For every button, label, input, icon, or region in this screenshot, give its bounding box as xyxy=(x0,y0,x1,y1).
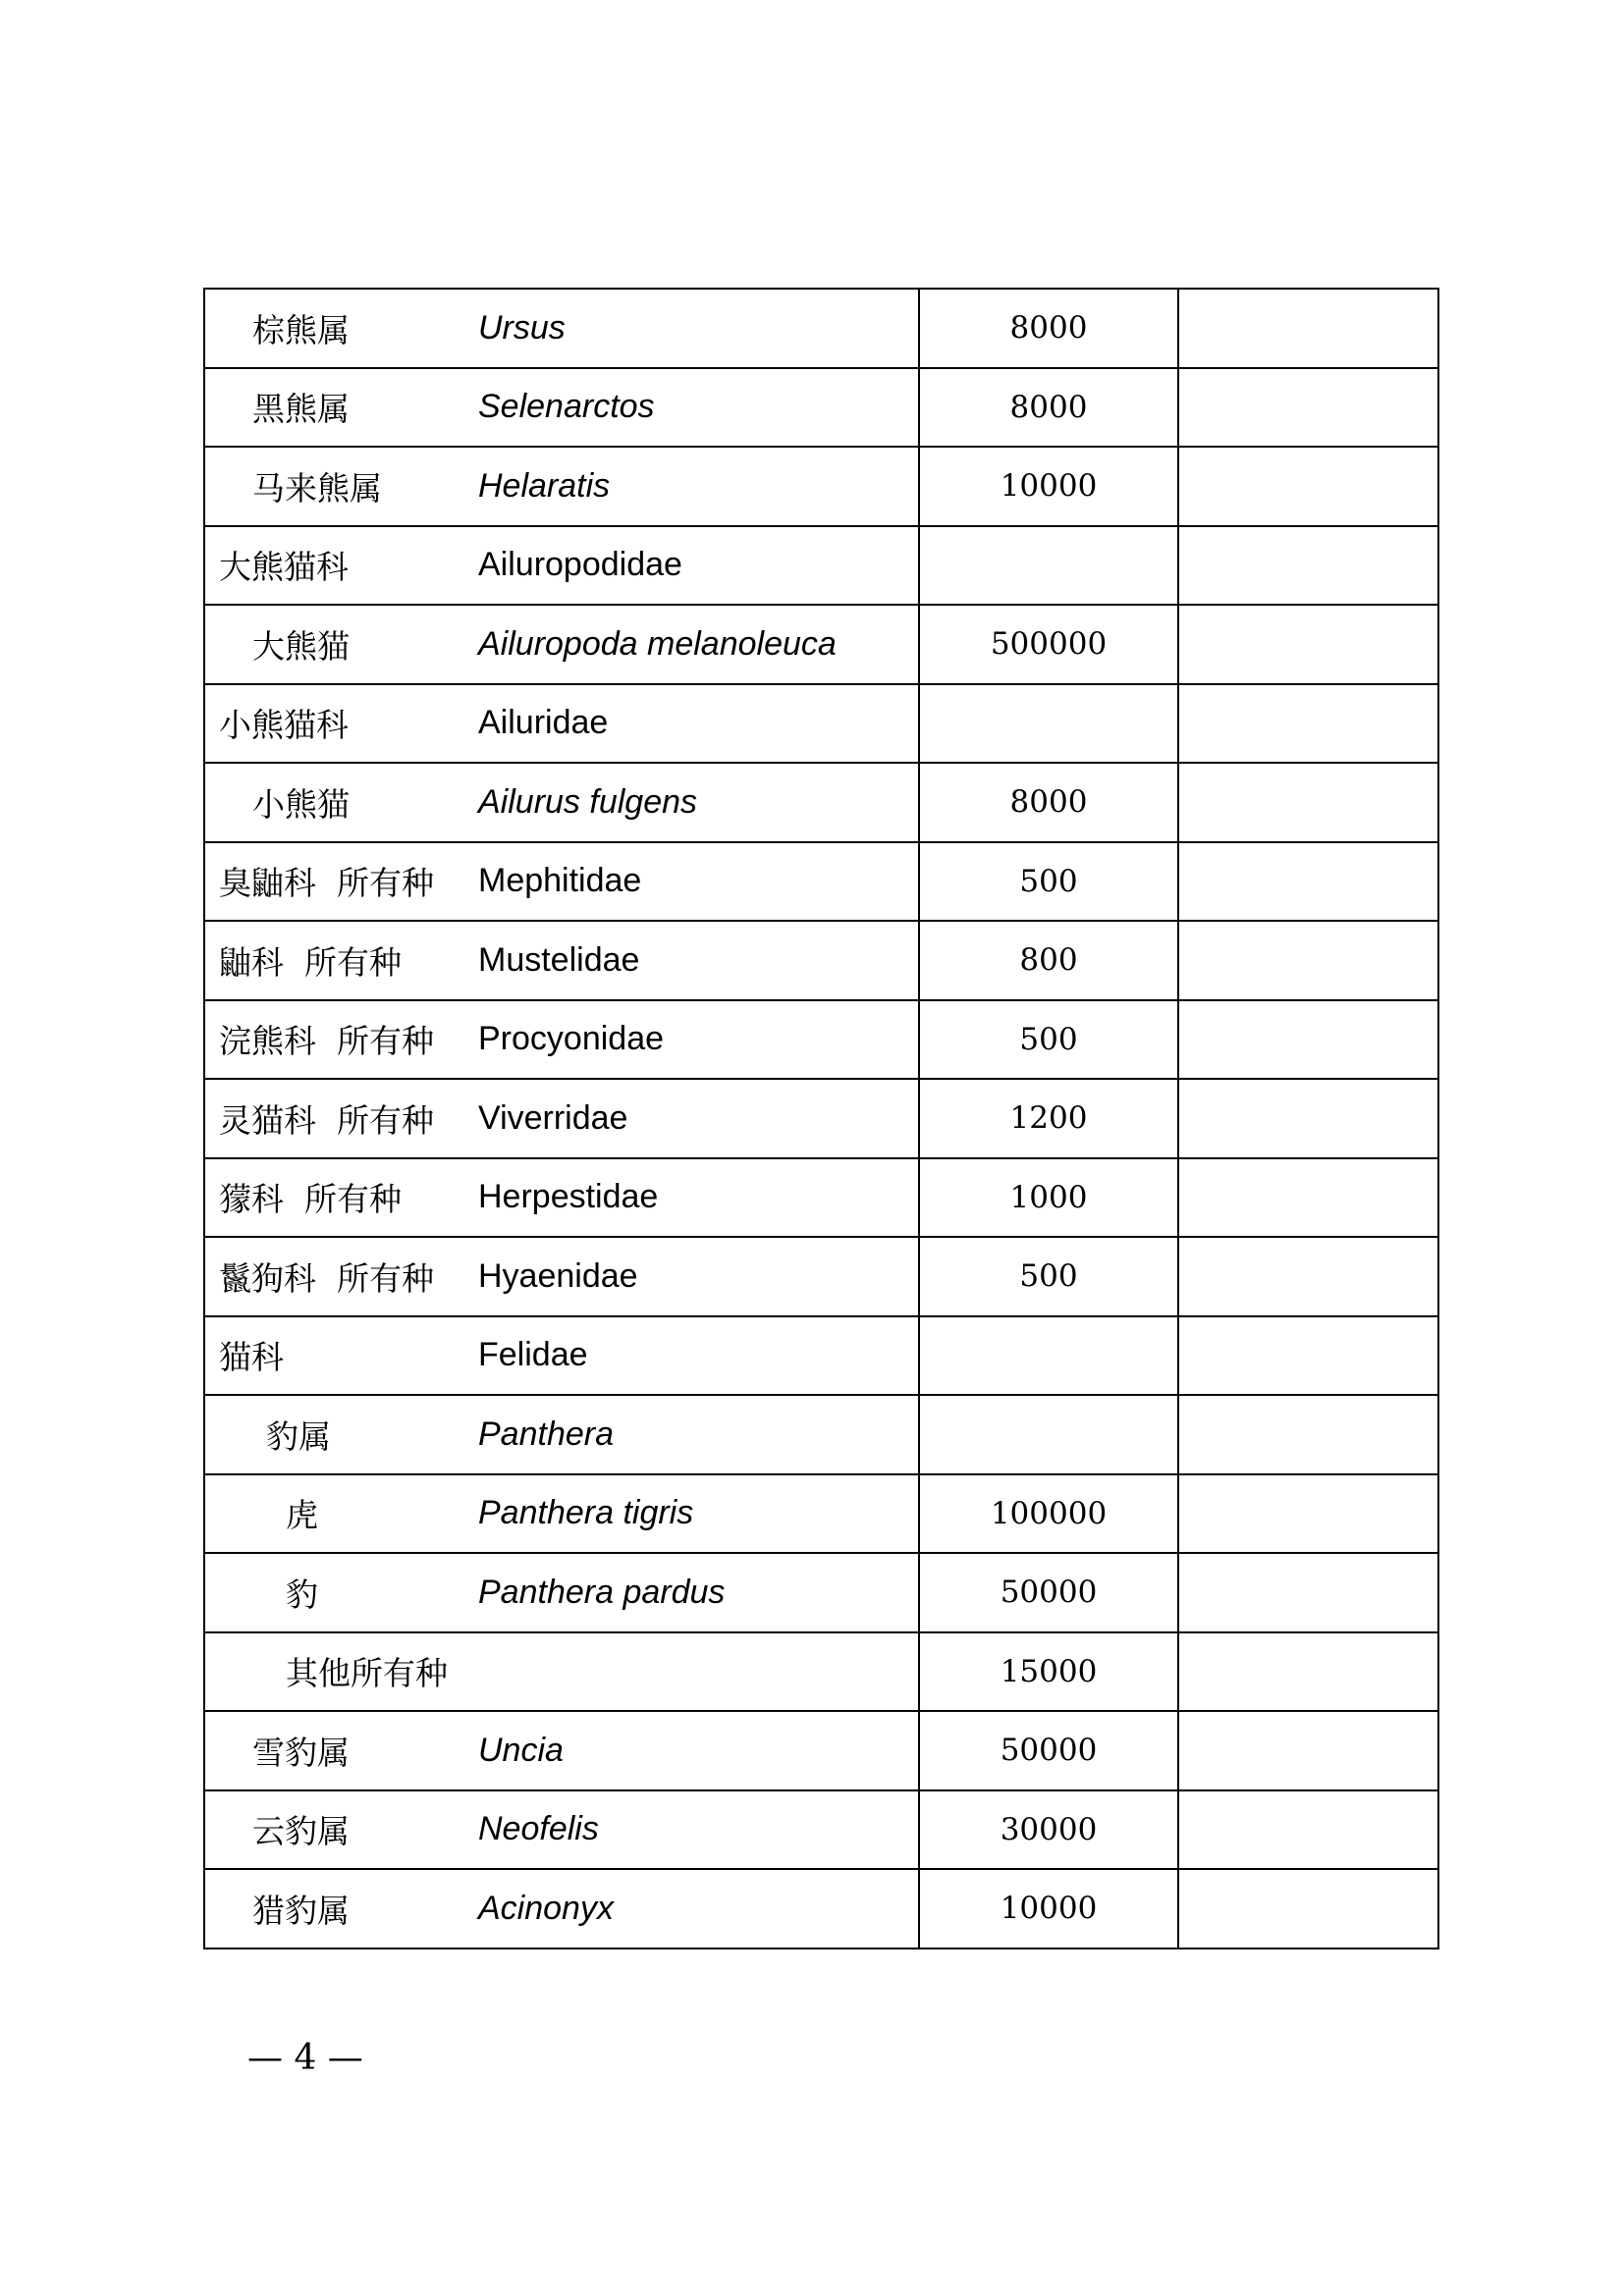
note-cell xyxy=(1178,447,1438,526)
chinese-name-cell xyxy=(204,368,460,448)
note-cell xyxy=(1178,1158,1438,1238)
value-cell: 8000 xyxy=(919,368,1178,448)
chinese-name-cell xyxy=(204,1711,460,1790)
scientific-name: Acinonyx xyxy=(478,1889,614,1927)
chinese-name-cell xyxy=(204,289,460,368)
scientific-name-cell xyxy=(460,1316,919,1396)
value-cell: 100000 xyxy=(919,1474,1178,1554)
value-cell: 500 xyxy=(919,842,1178,922)
scientific-name-cell xyxy=(460,1158,919,1238)
scientific-name-cell xyxy=(460,289,919,368)
note-cell xyxy=(1178,1395,1438,1474)
value-cell xyxy=(919,526,1178,606)
note-cell xyxy=(1178,605,1438,684)
scientific-name-cell xyxy=(460,605,919,684)
table-row xyxy=(204,1000,1438,1080)
table-row xyxy=(204,1553,1438,1632)
chinese-name-cell xyxy=(204,605,460,684)
value-cell: 800 xyxy=(919,921,1178,1000)
chinese-name-cell xyxy=(204,1869,460,1949)
scientific-name-cell xyxy=(460,447,919,526)
table-row xyxy=(204,1474,1438,1554)
chinese-name: 鬣狗科 所有种 xyxy=(219,1258,434,1298)
table-row xyxy=(204,447,1438,526)
scientific-name-cell xyxy=(460,763,919,842)
table-row xyxy=(204,1395,1438,1474)
scientific-name: Herpestidae xyxy=(478,1178,659,1216)
note-cell xyxy=(1178,842,1438,922)
scientific-name-cell xyxy=(460,684,919,764)
note-cell xyxy=(1178,1790,1438,1870)
table-row xyxy=(204,684,1438,764)
note-cell xyxy=(1178,289,1438,368)
scientific-name: Panthera tigris xyxy=(478,1494,694,1532)
scientific-name: Helaratis xyxy=(478,466,611,505)
note-cell xyxy=(1178,684,1438,764)
scientific-name: Procyonidae xyxy=(478,1020,665,1058)
scientific-name: Uncia xyxy=(478,1731,564,1769)
scientific-name: Panthera pardus xyxy=(478,1573,726,1611)
scientific-name-cell xyxy=(460,1869,919,1949)
scientific-name: Mephitidae xyxy=(478,862,642,900)
scientific-name-cell xyxy=(460,526,919,606)
chinese-name-cell xyxy=(204,447,460,526)
scientific-name: Hyaenidae xyxy=(478,1256,638,1295)
scientific-name: Selenarctos xyxy=(478,388,655,426)
chinese-name-cell xyxy=(204,842,460,922)
chinese-name: 灵猫科 所有种 xyxy=(219,1100,434,1140)
value-cell: 8000 xyxy=(919,289,1178,368)
note-cell xyxy=(1178,1711,1438,1790)
chinese-name: 棕熊属 xyxy=(252,310,350,349)
note-cell xyxy=(1178,368,1438,448)
scientific-name: Ailuropodidae xyxy=(478,546,682,584)
table-row xyxy=(204,921,1438,1000)
chinese-name: 小熊猫科 xyxy=(219,706,349,745)
note-cell xyxy=(1178,1553,1438,1632)
note-cell xyxy=(1178,1632,1438,1712)
note-cell xyxy=(1178,1474,1438,1554)
chinese-name: 云豹属 xyxy=(252,1812,350,1851)
scientific-name-cell xyxy=(460,921,919,1000)
value-cell: 30000 xyxy=(919,1790,1178,1870)
scientific-name-cell xyxy=(460,1790,919,1870)
table-row xyxy=(204,1790,1438,1870)
scientific-name-cell xyxy=(460,1237,919,1316)
value-cell: 8000 xyxy=(919,763,1178,842)
chinese-name: 雪豹属 xyxy=(252,1733,350,1772)
chinese-name-cell xyxy=(204,1000,460,1080)
chinese-name: 马来熊属 xyxy=(252,468,382,507)
table-row xyxy=(204,1316,1438,1396)
chinese-name: 猎豹属 xyxy=(252,1891,350,1930)
chinese-name: 獴科 所有种 xyxy=(219,1180,402,1219)
chinese-name: 臭鼬科 所有种 xyxy=(219,864,434,903)
note-cell xyxy=(1178,1869,1438,1949)
chinese-name-cell xyxy=(204,1790,460,1870)
chinese-name-cell xyxy=(204,1474,460,1554)
value-cell: 10000 xyxy=(919,447,1178,526)
value-cell: 50000 xyxy=(919,1711,1178,1790)
page-number: — 4 — xyxy=(247,2038,363,2078)
scientific-name-cell xyxy=(460,1000,919,1080)
table-row xyxy=(204,289,1438,368)
chinese-name: 小熊猫 xyxy=(252,784,350,824)
chinese-name-cell xyxy=(204,1237,460,1316)
scientific-name: Neofelis xyxy=(478,1810,599,1848)
note-cell xyxy=(1178,1000,1438,1080)
chinese-name-cell xyxy=(204,1158,460,1238)
value-cell xyxy=(919,1316,1178,1396)
chinese-name: 大熊猫科 xyxy=(219,548,349,587)
taxon-table xyxy=(203,288,1439,1949)
scientific-name: Ailurus fulgens xyxy=(478,782,698,821)
chinese-name: 鼬科 所有种 xyxy=(219,942,402,982)
note-cell xyxy=(1178,1237,1438,1316)
chinese-name-cell xyxy=(204,1395,460,1474)
scientific-name: Mustelidae xyxy=(478,940,640,979)
chinese-name: 豹 xyxy=(286,1575,318,1614)
chinese-name-cell xyxy=(204,921,460,1000)
chinese-name-cell xyxy=(204,1632,460,1712)
value-cell: 500 xyxy=(919,1000,1178,1080)
note-cell xyxy=(1178,763,1438,842)
note-cell xyxy=(1178,1079,1438,1158)
scientific-name: Ailuropoda melanoleuca xyxy=(478,624,837,663)
chinese-name: 大熊猫 xyxy=(252,626,350,666)
scientific-name: Viverridae xyxy=(478,1098,628,1137)
table-row xyxy=(204,842,1438,922)
value-cell: 15000 xyxy=(919,1632,1178,1712)
chinese-name-cell xyxy=(204,1553,460,1632)
value-cell: 500000 xyxy=(919,605,1178,684)
value-cell: 500 xyxy=(919,1237,1178,1316)
table-row xyxy=(204,763,1438,842)
scientific-name-cell xyxy=(460,1079,919,1158)
value-cell xyxy=(919,684,1178,764)
value-cell: 1000 xyxy=(919,1158,1178,1238)
value-cell: 10000 xyxy=(919,1869,1178,1949)
chinese-name: 豹属 xyxy=(266,1416,331,1456)
scientific-name: Ursus xyxy=(478,308,566,347)
note-cell xyxy=(1178,1316,1438,1396)
table-row xyxy=(204,1869,1438,1949)
scientific-name-cell xyxy=(460,1474,919,1554)
chinese-name-cell xyxy=(204,526,460,606)
scientific-name-cell xyxy=(460,1395,919,1474)
table-row xyxy=(204,1237,1438,1316)
chinese-name-cell xyxy=(204,1079,460,1158)
table-row xyxy=(204,605,1438,684)
chinese-name: 浣熊科 所有种 xyxy=(219,1022,434,1061)
scientific-name-cell xyxy=(460,842,919,922)
chinese-name-cell xyxy=(204,763,460,842)
scientific-name-cell xyxy=(460,368,919,448)
scientific-name: Panthera xyxy=(478,1415,614,1453)
value-cell: 1200 xyxy=(919,1079,1178,1158)
chinese-name: 猫科 xyxy=(219,1338,284,1377)
table-row xyxy=(204,1711,1438,1790)
note-cell xyxy=(1178,526,1438,606)
chinese-name: 虎 xyxy=(286,1496,318,1535)
chinese-name-cell xyxy=(204,1316,460,1396)
table-row xyxy=(204,1632,1438,1712)
scientific-name-cell xyxy=(460,1632,919,1712)
chinese-name-cell xyxy=(204,684,460,764)
table-row xyxy=(204,1158,1438,1238)
table-row xyxy=(204,526,1438,606)
table-row xyxy=(204,368,1438,448)
table-row xyxy=(204,1079,1438,1158)
scientific-name-cell xyxy=(460,1553,919,1632)
scientific-name: Felidae xyxy=(478,1336,588,1374)
scientific-name: Ailuridae xyxy=(478,704,609,742)
chinese-name: 其他所有种 xyxy=(286,1654,448,1693)
note-cell xyxy=(1178,921,1438,1000)
scientific-name-cell xyxy=(460,1711,919,1790)
value-cell xyxy=(919,1395,1178,1474)
chinese-name: 黑熊属 xyxy=(252,390,350,429)
value-cell: 50000 xyxy=(919,1553,1178,1632)
